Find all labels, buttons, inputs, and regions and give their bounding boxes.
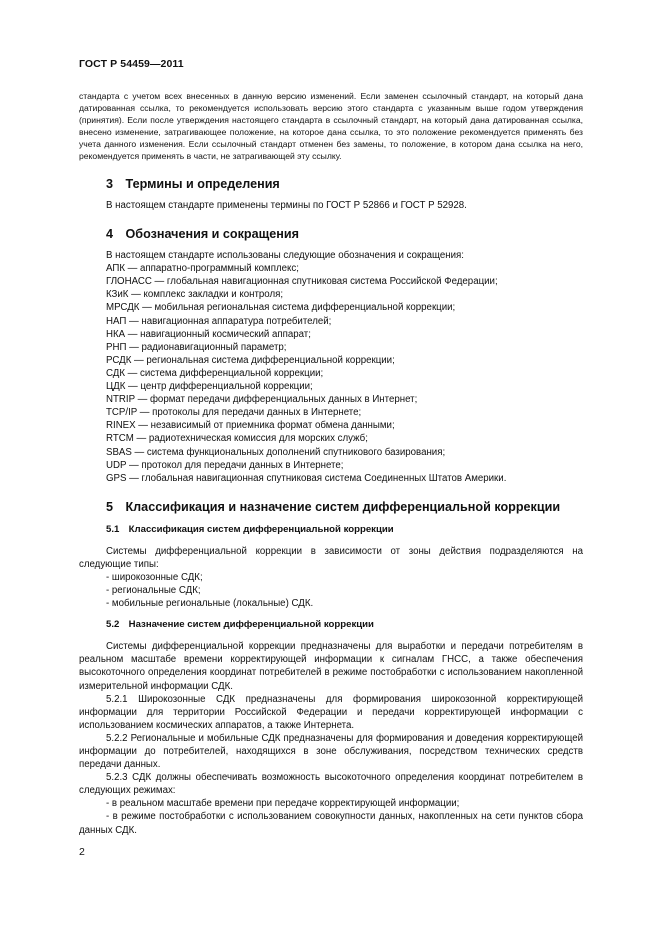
abbreviation-intro: В настоящем стандарте использованы следующие обозначения и сокращения: xyxy=(106,250,464,262)
list-item: ГЛОНАСС — глобальная навигационная спутниковая система Российской Федерации; xyxy=(106,276,498,288)
section-3-text: В настоящем стандарте применены термины по ГОСТ Р 52866 и ГОСТ Р 52928. xyxy=(106,200,467,211)
list-item: TCP/IP — протоколы для передачи данных в Интернете; xyxy=(106,407,362,419)
clause-5-2-3: 5.2.3 СДК должны обеспечивать возможность высокоточного определения координат потребителем в следующих режимах: xyxy=(79,772,583,797)
list-item: RTCM — радиотехническая комиссия для морских служб; xyxy=(106,433,368,445)
list-item: РНП — радионавигационный параметр; xyxy=(106,341,287,353)
list-item: НКА — навигационный космический аппарат; xyxy=(106,328,311,340)
list-item: МРСДК — мобильная региональная система дифференциальной коррекции; xyxy=(106,302,456,314)
list-item: - мобильные региональные (локальные) СДК. xyxy=(106,598,314,610)
subsection-5-2-text: Системы дифференциальной коррекции предназначены для выработки и передачи потребителям в реальном масштабе времени корректирующей информации к сигналам ГНСС, а также обеспечения высокоточного определения координат потребителей в режиме постобработки с использованием накопленной измерительной информации СДК. xyxy=(79,641,583,692)
section-4-number: 4 xyxy=(106,227,114,242)
list-item: SBAS — система функциональных дополнений спутникового базирования; xyxy=(106,446,446,458)
section-5-heading xyxy=(79,499,583,515)
list-item: - широкозонные СДК; xyxy=(106,571,203,583)
subsection-5-2-number: 5.2 xyxy=(106,619,120,631)
subsection-5-2-heading xyxy=(79,618,583,631)
subsection-5-1-number: 5.1 xyxy=(106,523,120,535)
list-item: - в режиме постобработки с использованием совокупности данных, накопленных на сети пунктов сбора данных СДК. xyxy=(79,811,583,836)
list-item: NTRIP — формат передачи дифференциальных данных в Интернет; xyxy=(106,394,418,406)
section-4-heading xyxy=(79,226,583,242)
list-item: UDP — протокол для передачи данных в Интернете; xyxy=(106,459,344,471)
section-3-heading xyxy=(79,176,583,192)
section-3-number: 3 xyxy=(106,177,114,191)
list-item: НАП — навигационная аппаратура потребителей; xyxy=(106,315,332,327)
list-item: GPS — глобальная навигационная спутниковая система Соединенных Штатов Америки. xyxy=(106,472,507,484)
intro-paragraph: стандарта с учетом всех внесенных в данную версию изменений. Если заменен ссылочный стандарт, на который дана датированная ссылка, то рекомендуется использовать версию этого стандарта с указанным выше годом утверждения (принятия). Если после утверждения настоящего стандарта в ссылочный стандарт, на который дана датированная ссылка, внесено изменение, затрагивающее положение, на которое дана ссылка, то это положение рекомендуется применять без учета данного изменения. Если ссылочный стандарт отменен без замены, то положение, в котором дана ссылка на него, рекомендуется применять в части, не затрагивающей эту ссылку. xyxy=(79,91,583,161)
list-item: - в реальном масштабе времени при передаче корректирующей информации; xyxy=(106,798,460,810)
list-item: АПК — аппаратно-программный комплекс; xyxy=(106,263,299,275)
list-item: - региональные СДК; xyxy=(106,585,201,597)
page-number: 2 xyxy=(79,846,85,858)
clause-5-2-2: 5.2.2 Региональные и мобильные СДК предназначены для формирования и доведения корректирующей информации до потребителей, находящихся в зоне обслуживания, посредством технических средств передачи данных. xyxy=(79,732,583,771)
section-3-title: Термины и определения xyxy=(125,177,280,191)
list-item: ЦДК — центр дифференциальной коррекции; xyxy=(106,381,313,393)
abbreviation-list xyxy=(79,249,583,485)
clause-5-2-1: 5.2.1 Широкозонные СДК предназначены для формирования широкозонной корректирующей информации для территории Российской Федерации и передачи корректирующей информации с использованием космических аппаратов, а также Интернета. xyxy=(79,693,583,731)
intro-block xyxy=(79,90,583,162)
section-5-title: Классификация и назначение систем дифференциальной коррекции xyxy=(125,499,561,514)
list-item: RINEX — независимый от приемника формат обмена данными; xyxy=(106,420,395,432)
section-5-number: 5 xyxy=(106,499,114,514)
subsection-5-2-title: Назначение систем дифференциальной коррекции xyxy=(128,619,374,631)
list-item: СДК — система дифференциальной коррекции; xyxy=(106,367,324,379)
subsection-5-1-text: Системы дифференциальной коррекции в зависимости от зоны действия подразделяются на следующие типы: xyxy=(79,545,583,570)
page-body xyxy=(79,90,583,837)
subsection-5-1-title: Классификация систем дифференциальной коррекции xyxy=(128,523,394,535)
sdk-types-list xyxy=(79,571,583,610)
doc-header-code: ГОСТ Р 54459—2011 xyxy=(79,58,184,70)
list-item: КЗиК — комплекс закладки и контроля; xyxy=(106,289,284,301)
section-4-title: Обозначения и сокращения xyxy=(125,227,299,242)
list-item: РСДК — региональная система дифференциальной коррекции; xyxy=(106,354,395,366)
subsection-5-1-heading xyxy=(79,523,583,536)
